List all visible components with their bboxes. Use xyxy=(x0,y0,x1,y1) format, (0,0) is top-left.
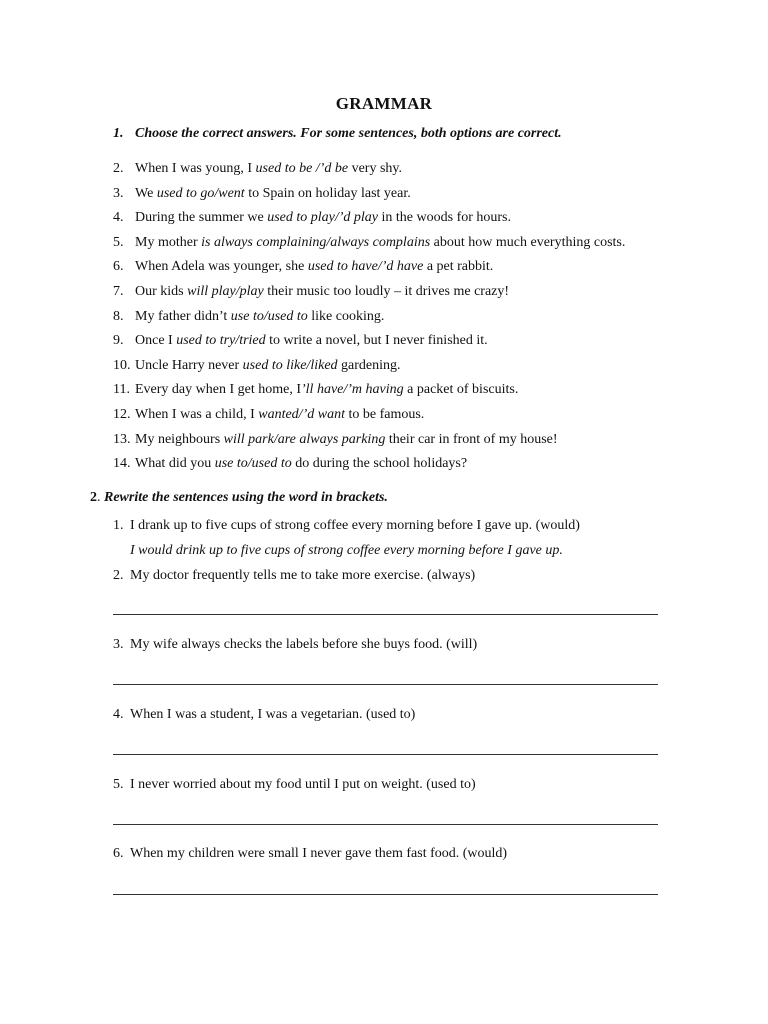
exercise-item xyxy=(113,283,673,308)
answer-line[interactable] xyxy=(113,684,658,685)
item-number: 5. xyxy=(113,234,124,250)
item-text-before: My father didn’t xyxy=(135,308,231,324)
item-options: will play/play xyxy=(187,283,264,299)
exercise-item xyxy=(113,431,673,456)
item-number: 3. xyxy=(113,185,124,201)
section1-instruction-text: Choose the correct answers. For some sentences, both options are correct. xyxy=(135,126,562,141)
item-text-after: a pet rabbit. xyxy=(423,259,494,275)
item-number: 8. xyxy=(113,308,124,324)
item-text: I never worried about my food until I put on weight. (used to) xyxy=(130,777,476,792)
exercise-item xyxy=(113,357,673,382)
section2-instruction: Rewrite the sentences using the word in brackets. xyxy=(104,490,388,505)
answer-line[interactable] xyxy=(113,754,658,755)
item-text-after: like cooking. xyxy=(307,308,385,324)
item-text: I drank up to five cups of strong coffee every morning before I gave up. (would) xyxy=(130,518,580,533)
item-text-before: Uncle Harry never xyxy=(135,357,243,373)
item-number: 4. xyxy=(113,707,124,722)
item-text-before: When I was young, I xyxy=(135,161,256,176)
item-number: 2. xyxy=(113,161,124,176)
item-text-before: Once I xyxy=(135,333,177,349)
item-options: will park/are always parking xyxy=(223,431,386,447)
exercise-item xyxy=(113,332,673,357)
item-text: When my children were small I never gave them fast food. (would) xyxy=(130,846,508,861)
exercise-item xyxy=(113,381,673,406)
exercise-item xyxy=(113,234,673,259)
example-answer: I would drink up to five cups of strong coffee every morning before I gave up. xyxy=(130,543,563,558)
item-text-after: in the woods for hours. xyxy=(378,210,512,226)
exercise-item xyxy=(113,160,673,185)
item-number: 5. xyxy=(113,777,124,792)
rewrite-item-4 xyxy=(113,707,415,723)
rewrite-item-3 xyxy=(113,637,477,653)
item-number: 12. xyxy=(113,406,131,422)
item-text-after: to write a novel, but I never finished it. xyxy=(265,333,488,349)
item-text: My wife always checks the labels before she buys food. (will) xyxy=(130,637,478,652)
answer-line[interactable] xyxy=(113,894,658,895)
item-options: used to have/’d have xyxy=(307,259,424,275)
item-text-after: to be famous. xyxy=(344,406,425,422)
item-text: When I was a student, I was a vegetarian. (used to) xyxy=(130,707,416,722)
item-text-after: a packet of biscuits. xyxy=(403,382,519,398)
item-text-after: about how much everything costs. xyxy=(430,234,626,250)
item-options: used to play/’d play xyxy=(267,210,379,226)
rewrite-item-1 xyxy=(113,518,580,534)
answer-line[interactable] xyxy=(113,824,658,825)
item-number: 11. xyxy=(113,382,130,398)
item-options: used to be /’d be xyxy=(255,161,349,176)
section1-instruction xyxy=(113,126,562,142)
page-title: GRAMMAR xyxy=(335,94,433,113)
exercise-item xyxy=(113,308,673,333)
item-number: 13. xyxy=(113,431,131,447)
item-text-before: My neighbours xyxy=(135,431,224,447)
exercise-item xyxy=(113,209,673,234)
item-options: is always complaining/always complains xyxy=(201,234,431,250)
item-options: used to go/went xyxy=(156,185,245,201)
item-text-after: gardening. xyxy=(337,357,401,373)
item-text-after: their car in front of my house! xyxy=(385,431,558,447)
item-number: 6. xyxy=(113,259,124,275)
item-number: 4. xyxy=(113,210,124,226)
item-text-after: to Spain on holiday last year. xyxy=(244,185,411,201)
exercise-item xyxy=(113,258,673,283)
item-number: 9. xyxy=(113,333,124,349)
exercise-item xyxy=(113,185,673,210)
item-options: ’ll have/’m having xyxy=(301,382,404,398)
item-text-before: My mother xyxy=(135,234,202,250)
item-number: 1. xyxy=(113,518,124,533)
item-number: 6. xyxy=(113,846,124,861)
section2-number: 2 xyxy=(90,490,97,505)
item-text-after: their music too loudly – it drives me crazy! xyxy=(263,283,510,299)
item-text-before: When Adela was younger, she xyxy=(135,259,308,275)
item-number: 3. xyxy=(113,637,124,652)
section1-exercise-list xyxy=(113,160,673,480)
item-options: use to/used to xyxy=(230,308,308,324)
item-text-before: What did you xyxy=(135,456,215,472)
item-number: 2. xyxy=(113,568,124,583)
item-options: used to try/tried xyxy=(176,333,266,349)
item-text-before: During the summer we xyxy=(135,210,268,226)
answer-line[interactable] xyxy=(113,614,658,615)
exercise-item xyxy=(113,455,673,480)
item-text: My doctor frequently tells me to take more exercise. (always) xyxy=(130,568,476,583)
item-number: 10. xyxy=(113,357,131,373)
item-text-before: When I was a child, I xyxy=(135,406,259,422)
rewrite-item-5 xyxy=(113,777,476,793)
section2-heading xyxy=(90,490,388,506)
item-number: 14. xyxy=(113,456,131,472)
rewrite-item-2 xyxy=(113,568,475,584)
section1-number: 1. xyxy=(113,126,124,141)
item-text-before: Our kids xyxy=(135,283,188,299)
item-text-before: We xyxy=(135,185,157,201)
item-options: use to/used to xyxy=(214,456,292,472)
exercise-item xyxy=(113,406,673,431)
item-text-after: very shy. xyxy=(348,161,402,176)
rewrite-item-6 xyxy=(113,846,507,862)
item-text-before: Every day when I get home, I xyxy=(135,382,301,398)
item-text-after: do during the school holidays? xyxy=(291,456,468,472)
item-number: 7. xyxy=(113,283,124,299)
item-options: wanted/’d want xyxy=(258,406,345,422)
section2-separator: . xyxy=(97,490,104,505)
item-options: used to like/liked xyxy=(242,357,338,373)
